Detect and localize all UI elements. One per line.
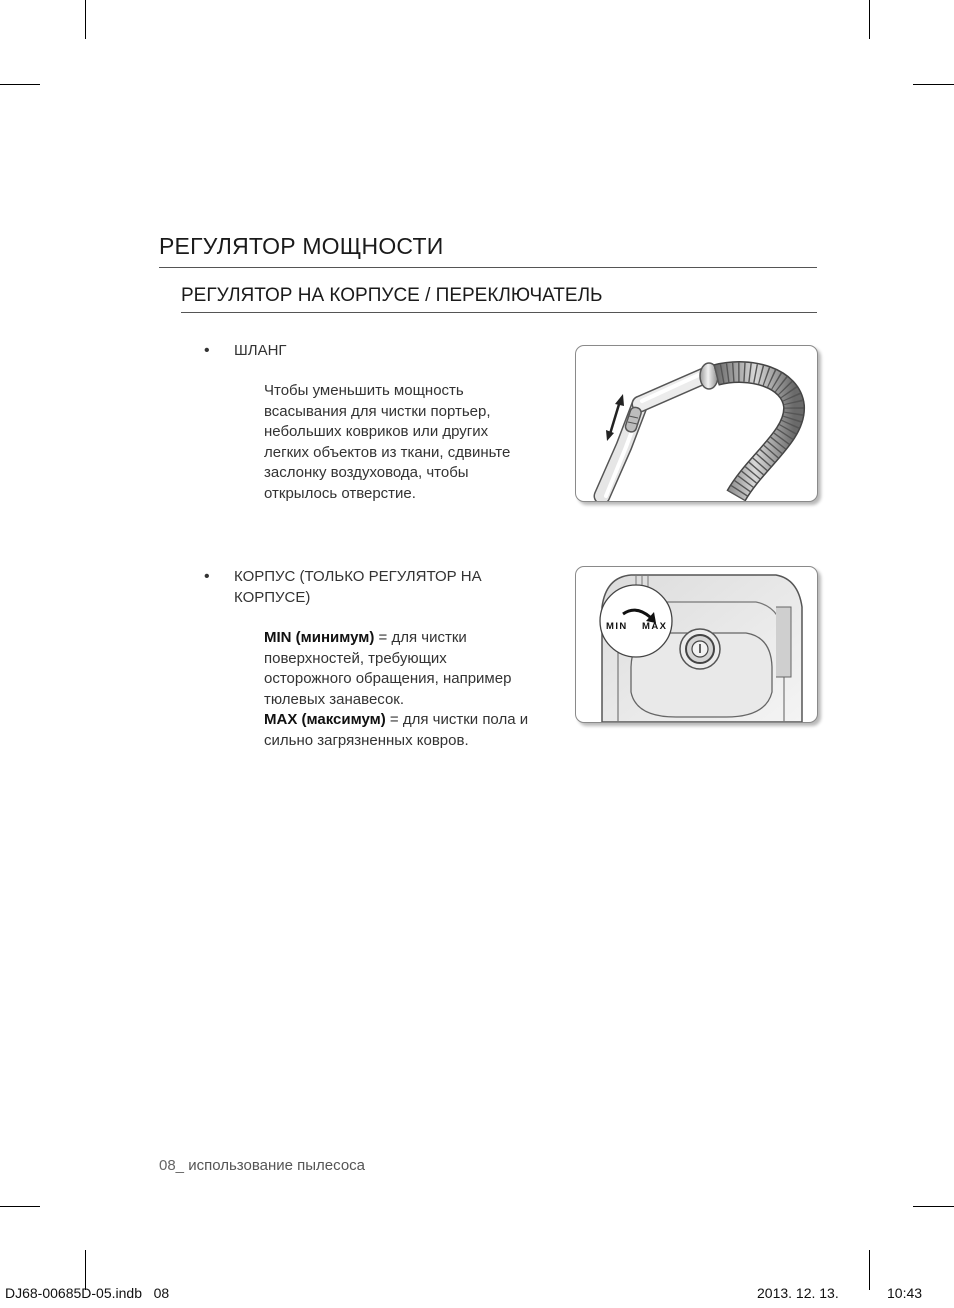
crop-mark [869,1250,870,1290]
bullet: • [204,568,210,585]
hose-description [264,381,510,505]
dial-max-label: MAX [642,621,668,632]
text-line: легких объектов из ткани, сдвиньте [264,443,511,461]
page-footer [159,1157,365,1174]
text-fragment: = для чистки пола и [385,711,529,729]
hose-illustration [575,345,818,502]
subtitle-rule [181,312,817,313]
text-line: поверхностей, требующих [264,649,447,667]
text-line: КОРПУСЕ) [234,589,311,606]
text-line [264,628,528,649]
crop-mark [913,84,954,85]
crop-mark [0,84,40,85]
text-line: небольших ковриков или других [264,423,489,441]
slug-time: 10:43 [887,1285,923,1301]
body-description [264,628,528,752]
dial-min-label: MIN [606,621,628,632]
text-line: сильно загрязненных ковров. [264,731,469,749]
body-heading [234,566,482,608]
section-subtitle: РЕГУЛЯТОР НА КОРПУСЕ / ПЕРЕКЛЮЧАТЕЛЬ [181,285,603,306]
text-line: тюлевых занавесок. [264,690,405,708]
slug-date: 2013. 12. 13. [757,1285,839,1301]
power-dial-illustration [575,566,818,723]
crop-mark [0,1206,40,1207]
text-line: всасывания для чистки портьер, [264,402,491,420]
crop-mark [85,1250,86,1290]
text-line [264,710,528,731]
crop-mark [85,0,86,39]
crop-mark [913,1206,954,1207]
text-fragment: = для чистки [374,629,467,646]
footer-text: использование пылесоса [184,1157,365,1174]
page-title: РЕГУЛЯТОР МОЩНОСТИ [159,233,444,259]
text-line: заслонку воздуховода, чтобы [264,464,469,482]
text-line: открылось отверстие. [264,484,416,502]
text-line: осторожного обращения, например [264,670,512,688]
slug-file: DJ68-00685D-05.indb 08 [5,1285,170,1301]
crop-mark [869,0,870,39]
min-label: MIN (минимум) [264,629,375,646]
page-number: 08_ [159,1157,185,1174]
max-label: MAX (максимум) [264,711,386,729]
text-line: КОРПУС (ТОЛЬКО РЕГУЛЯТОР НА [234,568,482,585]
bullet: • [204,342,210,359]
title-rule [159,267,817,268]
text-line: Чтобы уменьшить мощность [264,382,464,399]
hose-heading: ШЛАНГ [234,342,287,359]
